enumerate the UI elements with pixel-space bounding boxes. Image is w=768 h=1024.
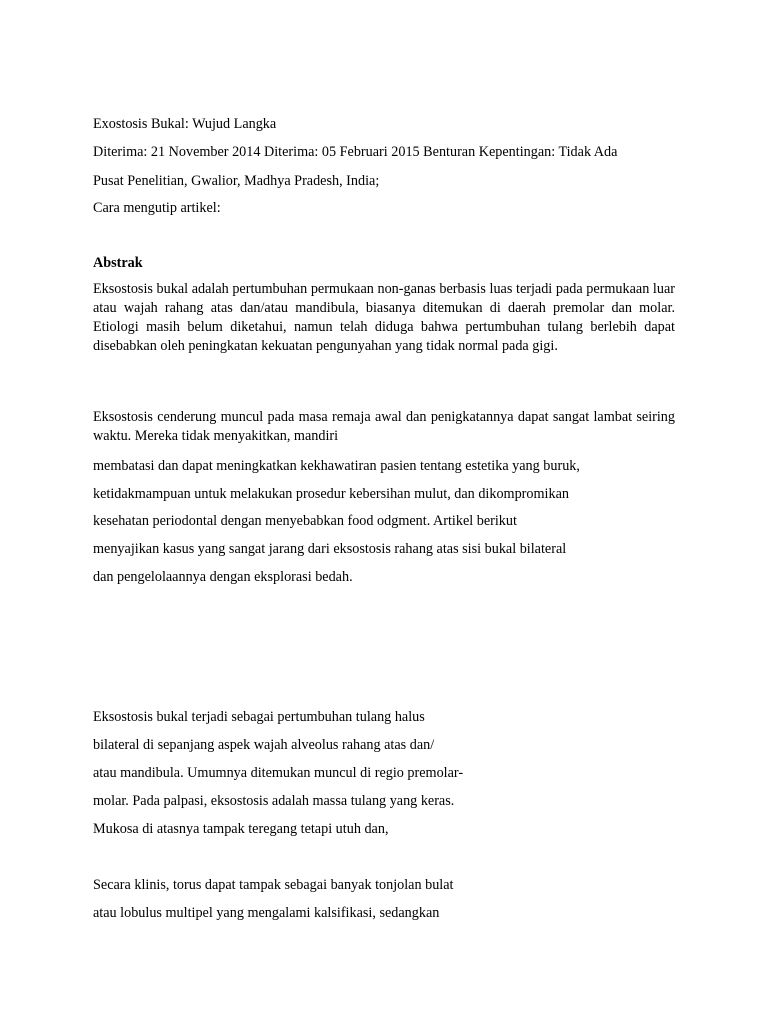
abstract-line: menyajikan kasus yang sangat jarang dari eksostosis rahang atas sisi bukal bilateral — [93, 541, 567, 557]
article-title: Exostosis Bukal: Wujud Langka — [93, 116, 277, 132]
abstract-paragraph-2: Eksostosis cenderung muncul pada masa remaja awal dan penigkatannya dapat sangat lambat seiring waktu. Mereka tidak menyakitkan, mandiri — [93, 409, 675, 444]
intro-line: bilateral di sepanjang aspek wajah alveolus rahang atas dan/ — [93, 737, 435, 753]
abstract-line: ketidakmampuan untuk melakukan prosedur kebersihan mulut, dan dikompromikan — [93, 486, 569, 502]
abstract-line: membatasi dan dapat meningkatkan kekhawatiran pasien tentang estetika yang buruk, — [93, 458, 580, 474]
intro-line: Mukosa di atasnya tampak teregang tetapi utuh dan, — [93, 821, 389, 837]
intro-line: atau mandibula. Umumnya ditemukan muncul di regio premolar- — [93, 765, 464, 781]
clinical-line: atau lobulus multipel yang mengalami kalsifikasi, sedangkan — [93, 905, 440, 921]
abstract-line: dan pengelolaannya dengan eksplorasi bedah. — [93, 569, 353, 585]
abstract-line: kesehatan periodontal dengan menyebabkan food odgment. Artikel berikut — [93, 513, 517, 529]
intro-line: molar. Pada palpasi, eksostosis adalah massa tulang yang keras. — [93, 793, 455, 809]
clinical-line: Secara klinis, torus dapat tampak sebagai banyak tonjolan bulat — [93, 877, 454, 893]
abstract-heading: Abstrak — [93, 255, 143, 271]
intro-line: Eksostosis bukal terjadi sebagai pertumbuhan tulang halus — [93, 709, 425, 725]
abstract-paragraph-1: Eksostosis bukal adalah pertumbuhan permukaan non-ganas berbasis luas terjadi pada permukaan luar atau wajah rahang atas dan/atau mandibula, biasanya ditemukan di daerah premolar dan molar. Etiologi masih belum diketahui, namun telah diduga bahwa pertumbuhan tulang berlebih dapat disebabkan oleh peningkatan kekuatan pengunyahan yang tidak normal pada gigi. — [93, 281, 675, 354]
article-dates: Diterima: 21 November 2014 Diterima: 05 Februari 2015 Benturan Kepentingan: Tidak Ada — [93, 144, 618, 160]
affiliation: Pusat Penelitian, Gwalior, Madhya Pradesh, India; — [93, 173, 380, 189]
citation-label: Cara mengutip artikel: — [93, 200, 221, 216]
